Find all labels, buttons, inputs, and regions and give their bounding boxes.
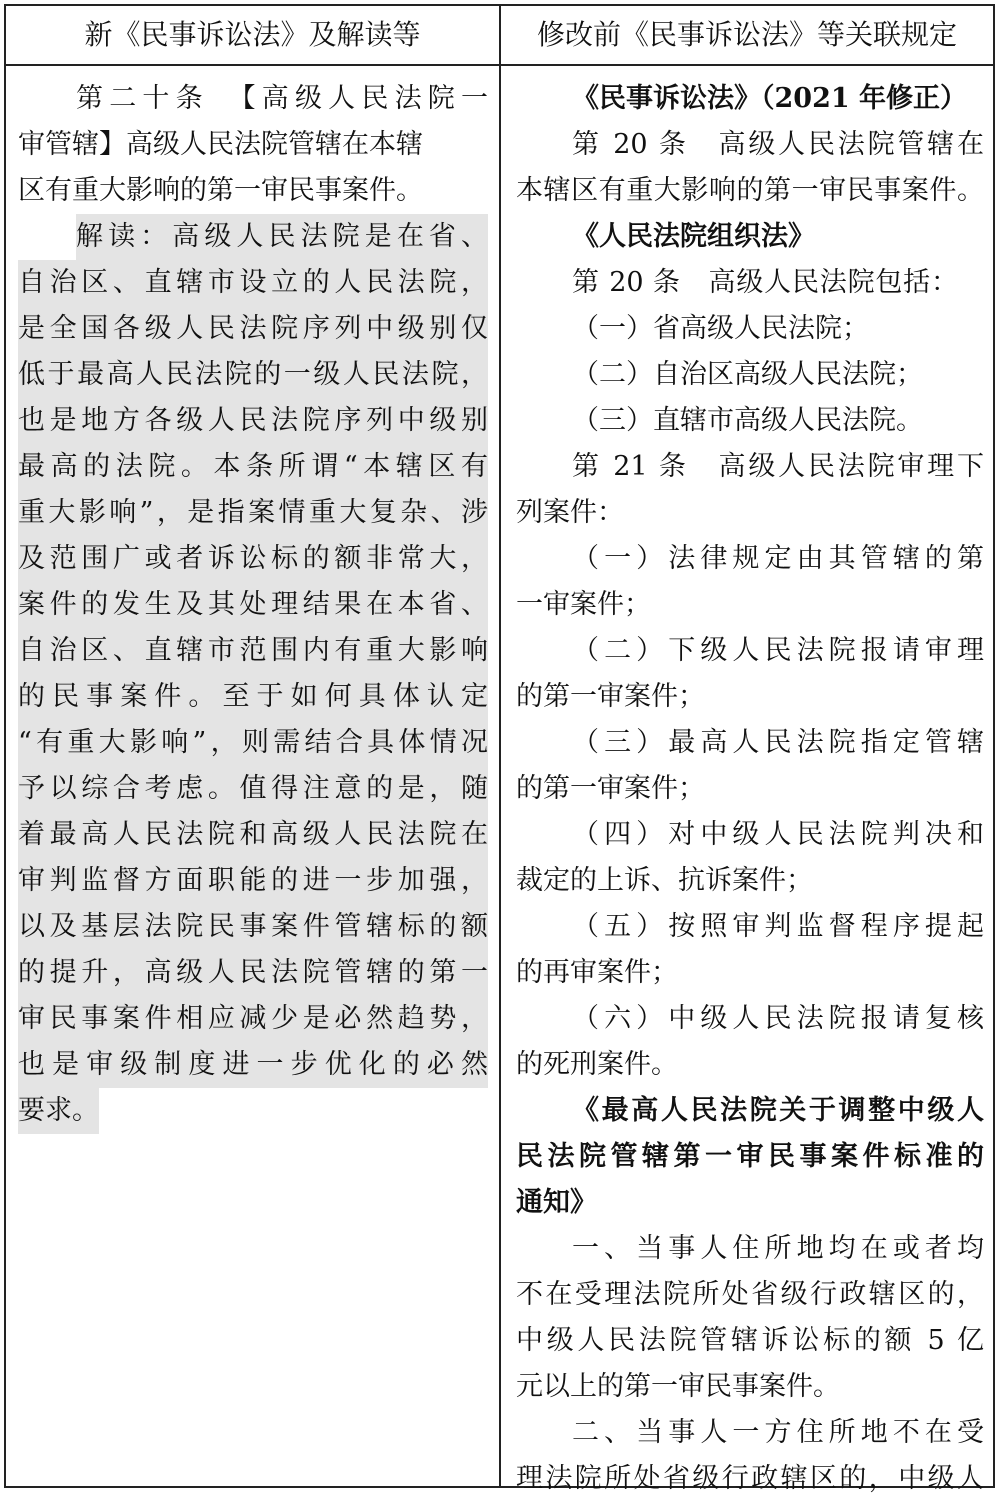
interpretation-line: 审民事案件相应减少是必然趋势， (18, 996, 488, 1042)
interpretation-line: 审判监督方面职能的进一步加强， (18, 858, 488, 904)
list-item: （六）中级人民法院报请复核 (572, 1003, 984, 1034)
interpretation-line: 最高的法院。本条所谓“本辖区有 (18, 444, 488, 490)
text-line: 区有重大影响的第一审民事案件。 (18, 175, 423, 206)
header-left: 新《民事诉讼法》及解读等 (84, 18, 421, 51)
interpretation-line: 案件的发生及其处理结果在本省、 (18, 582, 488, 628)
notice-title: 《最高人民法院关于调整中级人 (572, 1095, 984, 1126)
list-item: （三）直辖市高级人民法院。 (572, 405, 923, 436)
text-line: 裁定的上诉、抗诉案件； (516, 865, 813, 896)
law-title: 《民事诉讼法》（2021 年修正） (572, 83, 968, 114)
text-line: 理法院所处省级行政辖区的，中级人 (516, 1463, 984, 1494)
text-line: 本辖区有重大影响的第一审民事案件。 (516, 175, 984, 206)
interpretation-line: 予以综合考虑。值得注意的是，随 (18, 766, 488, 812)
text-line: 二、当事人一方住所地不在受 (572, 1417, 984, 1448)
list-item: （二）自治区高级人民法院； (572, 359, 923, 390)
article-heading-line: 第二十条 【高级人民法院一 (76, 83, 488, 114)
interpretation-line: 也是审级制度进一步优化的必然 (18, 1042, 488, 1088)
interpretation-line: 自治区、直辖市设立的人民法院， (18, 260, 488, 306)
interpretation-line: “有重大影响”，则需结合具体情况 (18, 720, 488, 766)
article-line: 第 20 条 高级人民法院包括： (572, 267, 958, 298)
interpretation-line: 的民事案件。至于如何具体认定 (18, 674, 488, 720)
text-line: 的再审案件； (516, 957, 678, 988)
list-item: （二）下级人民法院报请审理 (572, 635, 984, 666)
interpretation-line: 的提升，高级人民法院管辖的第一 (18, 950, 488, 996)
article-line: 第 21 条 高级人民法院审理下 (572, 451, 984, 482)
text-line: 一审案件； (516, 589, 651, 620)
law-title: 《人民法院组织法》 (572, 221, 815, 252)
column-divider (499, 6, 501, 1486)
list-item: （三）最高人民法院指定管辖 (572, 727, 984, 758)
interpretation-line: 低于最高人民法院的一级人民法院， (18, 352, 488, 398)
text-line: 一、当事人住所地均在或者均 (572, 1233, 984, 1264)
interpretation-line: 着最高人民法院和高级人民法院在 (18, 812, 488, 858)
interpretation-line: 是全国各级人民法院序列中级别仅 (18, 306, 488, 352)
notice-title: 民法院管辖第一审民事案件标准的 (516, 1141, 984, 1172)
text-line: 审管辖】高级人民法院管辖在本辖 (18, 129, 423, 160)
list-item: （一）省高级人民法院； (572, 313, 869, 344)
text-line: 中级人民法院管辖诉讼标的额 5 亿 (516, 1325, 984, 1356)
text-line: 的死刑案件。 (516, 1049, 678, 1080)
article-line: 第 20 条 高级人民法院管辖在 (572, 129, 984, 160)
text-line: 的第一审案件； (516, 681, 705, 712)
list-item: （五）按照审判监督程序提起 (572, 911, 984, 942)
interpretation-line: 要求。 (18, 1088, 99, 1134)
text-line: 元以上的第一审民事案件。 (516, 1371, 840, 1402)
interpretation-line: 也是地方各级人民法院序列中级别 (18, 398, 488, 444)
list-item: （一）法律规定由其管辖的第 (572, 543, 984, 574)
list-item: （四）对中级人民法院判决和 (572, 819, 984, 850)
header-right: 修改前《民事诉讼法》等关联规定 (536, 18, 957, 51)
text-line: 不在受理法院所处省级行政辖区的， (516, 1279, 984, 1310)
interpretation-line: 以及基层法院民事案件管辖标的额 (18, 904, 488, 950)
interpretation-line: 解读：高级人民法院是在省、 (76, 214, 488, 260)
interpretation-line: 重大影响”，是指案情重大复杂、涉 (18, 490, 488, 536)
interpretation-line: 自治区、直辖市范围内有重大影响 (18, 628, 488, 674)
interpretation-line: 及范围广或者诉讼标的额非常大， (18, 536, 488, 582)
comparison-table (4, 4, 995, 1494)
text-line: 的第一审案件； (516, 773, 705, 804)
notice-title: 通知》 (516, 1187, 597, 1218)
text-line: 列案件： (516, 497, 624, 528)
